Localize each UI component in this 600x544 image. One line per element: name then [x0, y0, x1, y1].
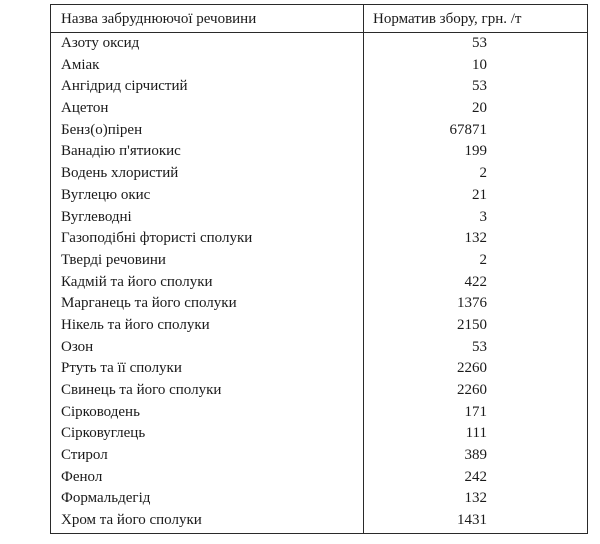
pollutant-name: Марганець та його сполуки [61, 295, 237, 312]
table-row [51, 141, 587, 163]
table-row [51, 33, 587, 55]
rate-value: 171 [464, 403, 487, 420]
pollutant-name: Тверді речовини [61, 251, 166, 268]
table-body [51, 33, 587, 532]
rate-value: 132 [464, 230, 487, 247]
pollutant-name: Свинець та його сполуки [61, 382, 222, 398]
table-row [51, 445, 587, 467]
table-row [51, 272, 587, 294]
pollutant-name: Вуглеводні [61, 208, 132, 225]
pollutant-rates-table [50, 4, 588, 534]
rate-value: 53 [472, 78, 487, 95]
rate-value: 2260 [457, 382, 487, 398]
table-row [51, 293, 587, 315]
table-row [51, 76, 587, 98]
rate-value: 389 [464, 447, 487, 464]
pollutant-name: Водень хлористий [61, 165, 179, 182]
rate-value: 1376 [457, 295, 487, 312]
rate-value: 53 [472, 35, 487, 51]
pollutant-name: Стирол [61, 447, 108, 464]
rate-value: 199 [464, 143, 487, 160]
pollutant-name: Бенз(о)пірен [61, 121, 143, 138]
table-row [51, 315, 587, 337]
table-row [51, 228, 587, 250]
table-row [51, 207, 587, 229]
pollutant-name: Озон [61, 338, 94, 355]
pollutant-name: Формальдегід [61, 490, 151, 507]
table-row [51, 380, 587, 402]
rate-value: 242 [464, 468, 487, 485]
rate-value: 21 [472, 186, 487, 203]
rate-value: 53 [472, 338, 487, 355]
pollutant-name: Вуглецю окис [61, 186, 151, 203]
rate-value: 2260 [457, 360, 487, 377]
table-row [51, 423, 587, 445]
table-row [51, 358, 587, 380]
pollutant-name: Ацетон [61, 100, 109, 117]
rate-value: 2150 [457, 316, 487, 333]
pollutant-name: Ртуть та її сполуки [61, 360, 182, 377]
header-rate: Норматив збору, грн. /т [373, 11, 522, 27]
pollutant-name: Сірковуглець [61, 425, 146, 442]
table-row [51, 185, 587, 207]
rate-value: 2 [479, 165, 487, 182]
pollutant-name: Кадмій та його сполуки [61, 273, 213, 290]
table-row [51, 120, 587, 142]
pollutant-name: Аміак [61, 56, 100, 73]
pollutant-name: Ангідрид сірчистий [61, 78, 188, 95]
pollutant-name: Нікель та його сполуки [61, 316, 210, 333]
rate-value: 3 [479, 208, 487, 225]
header-pollutant-name: Назва забруднюючої речовини [61, 11, 257, 27]
table-row [51, 55, 587, 77]
table-row [51, 402, 587, 424]
rate-value: 111 [465, 425, 487, 442]
pollutant-name: Азоту оксид [61, 35, 140, 51]
rate-value: 132 [464, 490, 487, 507]
table-row [51, 467, 587, 489]
pollutant-name: Газоподібні фтористі сполуки [61, 230, 253, 247]
table-row [51, 488, 587, 510]
table-row [51, 98, 587, 120]
rate-value: 20 [472, 100, 487, 117]
table-header-row [51, 5, 587, 33]
table-row [51, 163, 587, 185]
table-row [51, 510, 587, 532]
rate-value: 2 [479, 251, 487, 268]
rate-value: 67871 [449, 121, 487, 138]
pollutant-name: Хром та його сполуки [61, 512, 202, 529]
pollutant-name: Сірководень [61, 403, 140, 420]
pollutant-name: Ванадію п'ятиокис [61, 143, 181, 160]
table-row [51, 250, 587, 272]
pollutant-name: Фенол [61, 468, 103, 485]
table-row [51, 337, 587, 359]
rate-value: 422 [464, 273, 487, 290]
rate-value: 10 [472, 56, 487, 73]
rate-value: 1431 [457, 512, 487, 529]
